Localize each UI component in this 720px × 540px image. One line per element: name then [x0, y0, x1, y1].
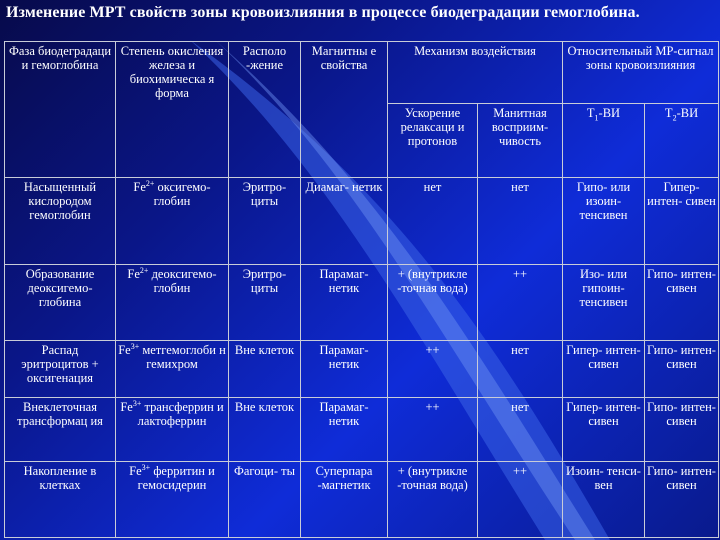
- header-t1: [563, 104, 645, 178]
- cell-location: Вне клеток: [229, 398, 301, 462]
- cell-t1: Гипер- интен- сивен: [563, 398, 645, 462]
- t1-suffix: -ВИ: [598, 106, 621, 120]
- iron-charge: 3+: [132, 398, 142, 408]
- iron-charge: 2+: [145, 178, 155, 188]
- header-mechanism: Механизм воздействия: [388, 42, 563, 104]
- header-proton-relaxation: Ускорение релаксаци и протонов: [388, 104, 478, 178]
- iron-symbol: Fe: [133, 180, 146, 194]
- t1-letter: T: [586, 106, 595, 120]
- header-phase: Фаза биодеградаци и гемоглобина: [5, 42, 116, 178]
- iron-charge: 2+: [139, 265, 149, 275]
- cell-susceptibility: нет: [478, 341, 563, 398]
- table-row: [5, 341, 719, 398]
- cell-t1: Изоин- тенси- вен: [563, 462, 645, 538]
- cell-phase: Накопление в клетках: [5, 462, 116, 538]
- cell-magnetic: Парамаг- нетик: [301, 341, 388, 398]
- cell-t2: Гипо- интен- сивен: [645, 398, 719, 462]
- iron-symbol: Fe: [118, 343, 131, 357]
- cell-t2: Гипо- интен- сивен: [645, 265, 719, 341]
- t2-subscript: 2: [672, 113, 677, 123]
- cell-susceptibility: ++: [478, 462, 563, 538]
- header-row-1: [5, 42, 719, 104]
- cell-magnetic: Суперпара -магнетик: [301, 462, 388, 538]
- cell-oxidation: [116, 398, 229, 462]
- cell-location: Эритро- циты: [229, 178, 301, 265]
- iron-charge: 3+: [130, 341, 140, 351]
- cell-t2: Гипер- интен- сивен: [645, 178, 719, 265]
- iron-symbol: Fe: [127, 267, 140, 281]
- iron-symbol: Fe: [129, 464, 142, 478]
- header-location: Располо -жение: [229, 42, 301, 178]
- cell-t2: Гипо- интен- сивен: [645, 341, 719, 398]
- iron-form: оксигемо- глобин: [153, 180, 211, 208]
- cell-phase: Насыщенный кислородом гемоглобин: [5, 178, 116, 265]
- iron-form: метгемоглоби н гемихром: [142, 343, 226, 371]
- cell-proton: + (внутрикле -точная вода): [388, 462, 478, 538]
- table-row: [5, 265, 719, 341]
- cell-location: Фагоци- ты: [229, 462, 301, 538]
- cell-susceptibility: нет: [478, 398, 563, 462]
- cell-phase: Образование деоксигемо- глобина: [5, 265, 116, 341]
- header-t2: [645, 104, 719, 178]
- cell-oxidation: [116, 178, 229, 265]
- cell-susceptibility: ++: [478, 265, 563, 341]
- cell-phase: Внеклеточная трансформац ия: [5, 398, 116, 462]
- cell-proton: ++: [388, 341, 478, 398]
- cell-proton: ++: [388, 398, 478, 462]
- cell-proton: нет: [388, 178, 478, 265]
- header-oxidation: Степень окисления железа и биохимическа я форма: [116, 42, 229, 178]
- cell-location: Вне клеток: [229, 341, 301, 398]
- cell-oxidation: [116, 341, 229, 398]
- header-magnetic: Магнитны е свойства: [301, 42, 388, 178]
- table-row: [5, 178, 719, 265]
- iron-symbol: Fe: [120, 400, 133, 414]
- iron-form: ферритин и гемосидерин: [137, 464, 215, 492]
- iron-form: деоксигемо- глобин: [151, 267, 217, 295]
- cell-t1: Гипо- или изоин- тенсивен: [563, 178, 645, 265]
- iron-form: трансферрин и лактоферрин: [137, 400, 224, 428]
- cell-proton: + (внутрикле -точная вода): [388, 265, 478, 341]
- t2-letter: T: [664, 106, 673, 120]
- mri-properties-table: [4, 41, 719, 538]
- cell-t1: Гипер- интен- сивен: [563, 341, 645, 398]
- cell-susceptibility: нет: [478, 178, 563, 265]
- table-row: [5, 462, 719, 538]
- cell-magnetic: Парамаг- нетик: [301, 398, 388, 462]
- cell-phase: Распад эритроцитов + оксигенация: [5, 341, 116, 398]
- cell-location: Эритро- циты: [229, 265, 301, 341]
- page-title: Изменение МРТ свойств зоны кровоизлияния в процессе биодеградации гемоглобина.: [6, 4, 640, 21]
- cell-t2: Гипо- интен- сивен: [645, 462, 719, 538]
- table-row: [5, 398, 719, 462]
- t2-suffix: -ВИ: [676, 106, 699, 120]
- cell-magnetic: Парамаг- нетик: [301, 265, 388, 341]
- cell-magnetic: Диамаг- нетик: [301, 178, 388, 265]
- cell-oxidation: [116, 462, 229, 538]
- cell-t1: Изо- или гипоин- тенсивен: [563, 265, 645, 341]
- header-relative-signal: Относительный МР-сигнал зоны кровоизлияния: [563, 42, 719, 104]
- header-susceptibility: Манитная восприим- чивость: [478, 104, 563, 178]
- cell-oxidation: [116, 265, 229, 341]
- iron-charge: 3+: [141, 462, 151, 472]
- t1-subscript: 1: [594, 113, 599, 123]
